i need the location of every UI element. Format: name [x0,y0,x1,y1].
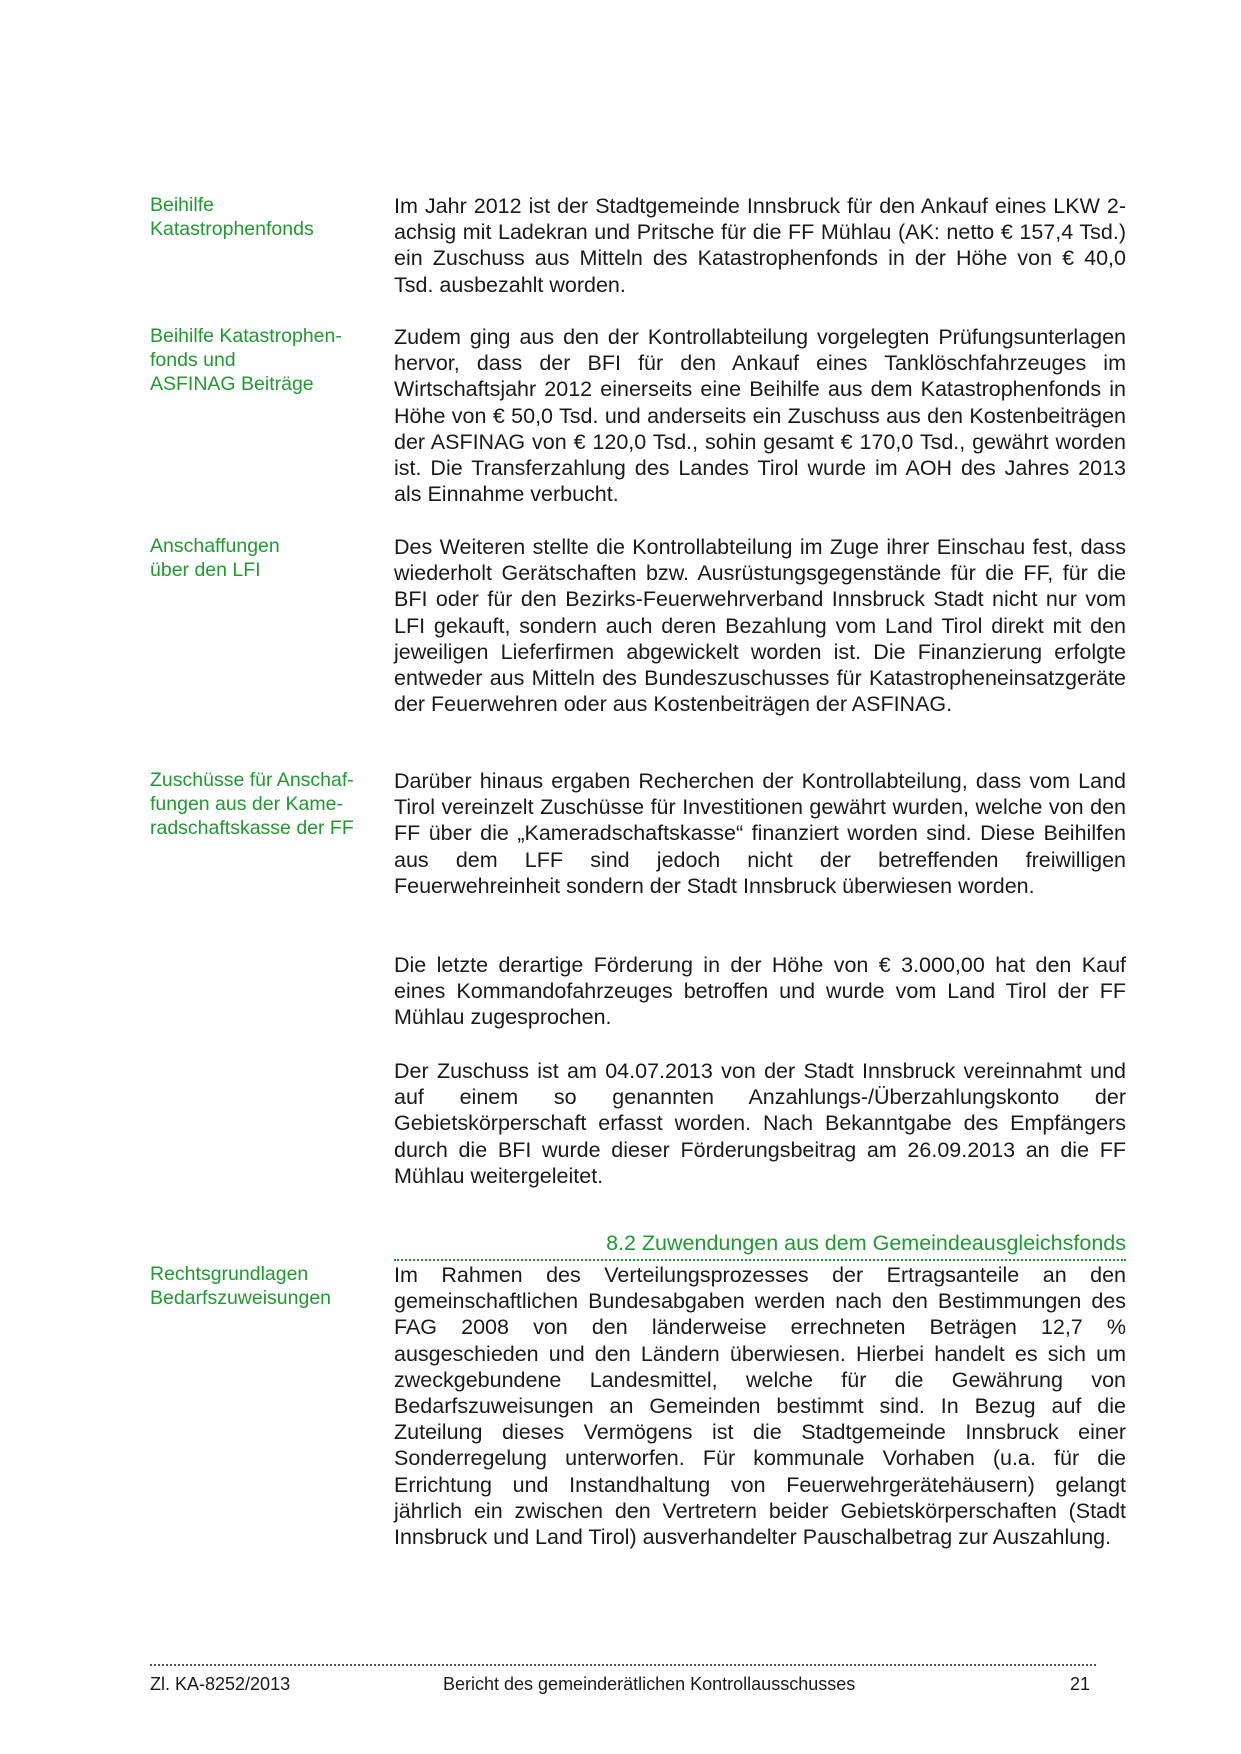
paragraph-katastrophenfonds-lkw: Im Jahr 2012 ist der Stadtgemeinde Innsbruck für den Ankauf eines LKW 2-achsig mit Ladekran und Pritsche für die FF Mühlau (AK: netto € 157,4 Tsd.) ein Zuschuss aus Mitteln des Katastrophenfonds in der Höhe von € 40,0 Tsd. ausbezahlt worden. [394,194,1126,297]
margin-note-beihilfe-katastrophenfonds: Beihilfe Katastrophenfonds [150,194,314,240]
margin-note-rechtsgrundlagen: Rechtsgrundlagen Bedarfszuweisungen [150,1263,332,1309]
paragraph-tankloeschfahrzeug: Zudem ging aus den der Kontrollabteilung vorgelegten Prüfungsunterlagen hervor, dass der BFI für den Ankauf eines Tanklöschfahrzeuges im Wirtschaftsjahr 2012 einerseits eine Beihilfe aus dem Katastrophenfonds in Höhe von € 50,0 Tsd. und anderseits ein Zuschuss aus den Kostenbeiträgen der ASFINAG von € 120,0 Tsd., sohin gesamt € 170,0 Tsd., gewährt worden ist. Die Transferzahlung des Landes Tirol wurde im AOH des Jahres 2013 als Einnahme verbucht. [394,325,1126,507]
paragraph-kommandofahrzeug: Die letzte derartige Förderung in der Höhe von € 3.000,00 hat den Kauf eines Kommandofahrzeuges betroffen und wurde vom Land Tirol der FF Mühlau zugesprochen. [394,953,1126,1030]
footer-report-title: Bericht des gemeinderätlichen Kontrollausschusses [443,1674,856,1694]
section-heading-divider [394,1259,1126,1261]
footer-divider [150,1664,1096,1666]
margin-note-anschaffungen-lfi: Anschaffungen über den LFI [150,535,280,581]
margin-note-zuschuesse-kameradschaftskasse: Zuschüsse für Anschaf- fungen aus der Kame- radschaftskasse der FF [150,769,354,839]
page-number: 21 [1070,1674,1091,1694]
paragraph-kameradschaftskasse: Darüber hinaus ergaben Recherchen der Kontrollabteilung, dass vom Land Tirol vereinzelt Zuschüsse für Investitionen gewährt wurden, welche von den FF über die „Kameradschaftskasse“ finanziert worden sind. Diese Beihilfen aus dem LFF sind jedoch nicht der betreffenden freiwilligen Feuerwehreinheit sondern der Stadt Innsbruck überwiesen worden. [394,769,1126,898]
paragraph-bedarfszuweisungen: Im Rahmen des Verteilungsprozesses der Ertragsanteile an den gemeinschaftlichen Bundesabgaben werden nach den Bestimmungen des FAG 2008 von den länderweise errechneten Beträgen 12,7 % ausgeschieden und den Ländern überwiesen. Hierbei handelt es sich um zweckgebundene Landesmittel, welche für die Gewährung von Bedarfszuweisungen an Gemeinden bestimmt sind. In Bezug auf die Zuteilung dieses Vermögens ist die Stadtgemeinde Innsbruck einer Sonderregelung unterworfen. Für kommunale Vorhaben (u.a. für die Errichtung und Instandhaltung von Feuerwehrgerätehäusern) gelangt jährlich ein zwischen den Vertretern beider Gebietskörperschaften (Stadt Innsbruck und Land Tirol) ausverhandelter Pauschalbetrag zur Auszahlung. [394,1263,1126,1550]
paragraph-anschaffungen-lfi: Des Weiteren stellte die Kontrollabteilung im Zuge ihrer Einschau fest, dass wiederholt Gerätschaften bzw. Ausrüstungsgegenstände für die FF, für die BFI oder für den Bezirks-Feuerwehrverband Innsbruck Stadt nicht nur vom LFI gekauft, sondern auch deren Bezahlung vom Land Tirol direkt mit den jeweiligen Lieferfirmen abgewickelt worden ist. Die Finanzierung erfolgte entweder aus Mitteln des Bundeszuschusses für Katastropheneinsatzgeräte der Feuerwehren oder aus Kostenbeiträgen der ASFINAG. [394,535,1126,717]
section-heading: 8.2 Zuwendungen aus dem Gemeindeausgleichsfonds [606,1231,1126,1255]
footer-reference: Zl. KA-8252/2013 [150,1674,291,1694]
margin-note-beihilfe-asfinag: Beihilfe Katastrophen- fonds und ASFINAG Beiträge [150,325,342,395]
paragraph-zuschuss-weiterleitung: Der Zuschuss ist am 04.07.2013 von der Stadt Innsbruck vereinnahmt und auf einem so genannten Anzahlungs-/Überzahlungskonto der Gebietskörperschaft erfasst worden. Nach Bekanntgabe des Empfängers durch die BFI wurde dieser Förderungsbeitrag am 26.09.2013 an die FF Mühlau weitergeleitet. [394,1059,1126,1188]
